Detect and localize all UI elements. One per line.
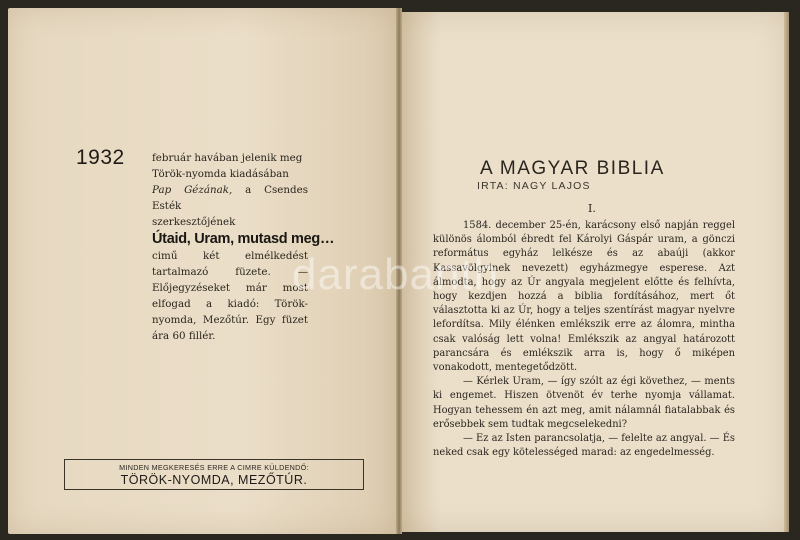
author-name: Pap Gézának,: [152, 184, 233, 196]
watermark: darabanth: [292, 250, 500, 299]
contact-box: [64, 459, 364, 490]
contact-address: TÖRÖK-NYOMDA, MEZŐTÚR.: [120, 473, 308, 487]
announcement-line: Pap Gézának, a Csendes Esték: [152, 184, 309, 212]
paragraph: — Kérlek Uram, — így szólt az égi követhez, — ments ki engemet. Hiszen ötvenöt év terhe nyomja vállamat. Hogyan tehessem én azt meg, amit nálamnál fiatalabbak és erősebbek sem tudtak megcselekedni?: [433, 376, 735, 430]
page-edge: [784, 12, 789, 532]
announcement-description: cimű két elmélkedést tartalmazó füzete. — Előjegyzéseket már most elfogad a kiadó: Török-nyomda, Mezőtúr. Egy füzet ára 60 fillér.: [152, 250, 308, 342]
paragraph: — Ez az Isten parancsolatja, — felelte az angyal. — És neked csak egy kötelességed marad: az engedelmesség.: [433, 433, 735, 459]
booklet-title: Útaid, Uram, mutasd meg…: [152, 231, 335, 247]
chapter-number: I.: [588, 202, 596, 215]
article-author: IRTA: NAGY LAJOS: [477, 180, 591, 192]
announcement-line: szerkesztőjének: [152, 216, 236, 228]
announcement-year: 1932: [76, 146, 125, 169]
announcement-line: február havában jelenik meg: [152, 152, 303, 164]
announcement-line: Török-nyomda kiadásában: [152, 168, 289, 180]
contact-instruction: MINDEN MEGKERESÉS ERRE A CIMRE KÜLDENDŐ:: [119, 463, 309, 472]
paragraph: 1584. december 25-én, karácsony első napján reggel különös álomból ébredt fel Károlyi Gáspár uram, a gönczi református egyház lelkésze és az abaúji (akkor Kassavölgyinek nevezett) egyházmegye esperese. Azt álmodta, hogy az Úr angyala megjelent előtte és felhívta, hogy kezdjen hozzá a biblia fordításához, mert őt választotta ki az Úr, hogy a teljes szentírást magyar nyelvre lefordítsa. Mily élénken emlékszik erre az álomra, mintha csak valóság lett volna! Emlékszik az angyal határozott parancsára és emlékszik arra is, hogy ő miképen vonakodott, mentegetődzött.: [433, 220, 735, 374]
announcement-body: [152, 150, 335, 344]
article-title: A MAGYAR BIBLIA: [480, 158, 665, 179]
